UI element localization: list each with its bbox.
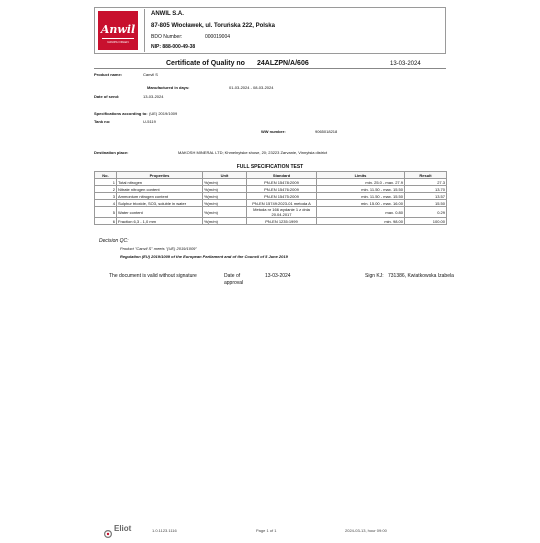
cell-unit: %(m/m) [203,207,247,218]
spec-value: (UE) 2019/1009 [149,111,178,116]
product-value: Canvil S [143,72,158,77]
product-label: Product name: [94,72,123,77]
cell-unit: %(m/m) [203,193,247,200]
cell-result: 100.00 [405,218,447,225]
certificate-number: 24ALZPN/A/606 [257,60,309,67]
cell-result: 27.3 [405,179,447,186]
eliot-brand: Eliot [114,524,132,533]
company-logo [98,11,138,50]
decision-line-2: Regulation (EU) 2019/1009 of the European Parliament and of the Council of 5 June 2019 [120,254,288,259]
company-address: 87-805 Włocławek, ul. Toruńska 222, Polska [151,23,275,29]
col-header: Standard [247,172,317,179]
tank-value: U-5119 [143,119,156,124]
nip-number: NIP: 888-000-49-38 [151,44,196,50]
tank-label: Tank no: [94,119,111,124]
cell-unit: %(m/m) [203,218,247,225]
ww-value: 9065018218 [315,129,338,134]
cell-limits: min. 25.0 - max. 27.9 [317,179,405,186]
cell-no: 4 [95,200,117,207]
cell-standard: Metoda nr 166 wydanie 1 z dnia 20.04.2017 [247,207,317,218]
cell-unit: %(m/m) [203,200,247,207]
destination-label: Destination place: [94,150,129,155]
bdo-value: 000019004 [205,34,231,40]
footer-version: 1.0.1123.1116 [152,528,177,533]
eliot-logo-icon [104,525,112,533]
company-name: ANWIL S.A. [151,11,184,17]
manufactured-value: 01-03-2024 - 08-03-2024 [229,85,274,90]
logo-wordmark: Anwil [100,23,136,36]
approval-date: 13-03-2024 [265,273,291,279]
cell-result: 15.50 [405,200,447,207]
cell-standard: PN-EN 15749:2023-01 metoda A [247,200,317,207]
certificate-date: 13-03-2024 [390,61,421,67]
cell-property: Sulphur trioxide, SO3, soluble in water [117,200,203,207]
table-row [95,207,447,218]
cell-property: Fraction 6,3 - 1,0 mm [117,218,203,225]
cell-property: Ammonium nitrogen content [117,193,203,200]
decision-line-1: Product "Canvil S" meets "(UE) 2019/1009" [120,246,197,251]
table-row [95,186,447,193]
col-header: Unit [203,172,247,179]
cell-limits: min. 11.50 - max. 15.50 [317,186,405,193]
spec-label: Specifications according to: [94,111,148,116]
bdo-label: BDO Number: [151,34,183,40]
cell-limits: max. 0.80 [317,207,405,218]
decision-label: Decision QC: [99,238,129,244]
ww-label: WW number: [261,129,286,134]
cell-limits: min. 11.50 - max. 15.50 [317,193,405,200]
spec-table-title: FULL SPECIFICATION TEST [236,164,304,170]
table-header-row [95,172,447,179]
footer-page: Page 1 of 1 [256,528,277,533]
cell-limits: min. 15.00 - max. 16.00 [317,200,405,207]
table-row [95,200,447,207]
col-header: Limits [317,172,405,179]
cell-standard: PN-EN 15478:2009 [247,179,317,186]
cell-no: 1 [95,179,117,186]
cell-property: Nitrate nitrogen content [117,186,203,193]
destination-value: MAKOSH MINERAL LTD; Khmelnytske shose, 20; 23223 Zarvanie, Vinnytsia district [178,150,328,155]
validity-note: The document is valid without signature [109,273,197,279]
spec-table [94,171,447,225]
cell-result: 0.29 [405,207,447,218]
cell-standard: PN-EN 15475:2009 [247,193,317,200]
cell-no: 2 [95,186,117,193]
cell-standard: PN-EN 15476:2009 [247,186,317,193]
table-row [95,218,447,225]
cell-limits: min. 98.00 [317,218,405,225]
cell-standard: PN-EN 1235:1999 [247,218,317,225]
manufactured-label: Manufactured in days: [147,85,190,90]
header-box [94,7,446,54]
title-rule [94,68,446,69]
cell-property: Total nitrogen [117,179,203,186]
sign-label: Sign KJ: [365,273,384,279]
col-header: Properties [117,172,203,179]
cell-no: 3 [95,193,117,200]
col-header: No. [95,172,117,179]
cell-no: 5 [95,207,117,218]
cell-unit: %(m/m) [203,179,247,186]
cell-no: 6 [95,218,117,225]
table-row [95,179,447,186]
certificate-title: Certificate of Quality no [166,60,245,67]
header-divider [144,9,145,52]
cell-result: 13.57 [405,193,447,200]
sign-value: 731386, Kwiatkowska Izabela [388,273,454,279]
col-header: Result [405,172,447,179]
approval-label: Date of approval [224,273,244,286]
table-row [95,193,447,200]
cell-result: 13.70 [405,186,447,193]
footer-timestamp: 2024-03-13, hour 09:00 [345,528,387,533]
send-date-label: Date of send: [94,94,120,99]
send-date-value: 13-03-2024 [143,94,164,99]
cell-unit: %(m/m) [203,186,247,193]
cell-property: Water content [117,207,203,218]
logo-subtitle: GRUPA ORLEN [107,40,129,44]
